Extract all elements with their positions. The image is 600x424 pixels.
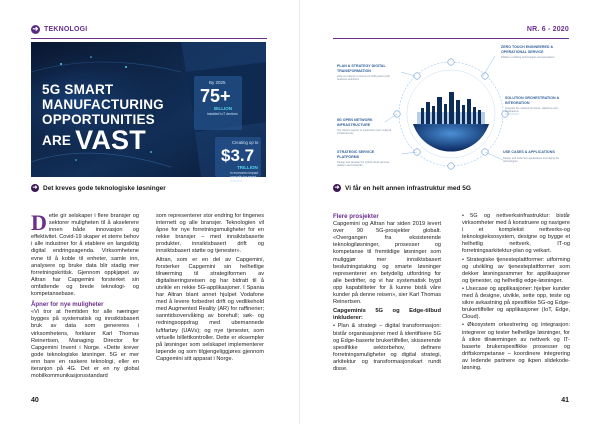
subheading: Flere prosjekter <box>333 213 379 220</box>
bullet-item: • 5G og nettverksinfrastruktur: bistår virksomheter med å konstruere og navigere i et komplekst nettverks-og teknologieksosystem, designe og bygge et helhetlig nettverk, IT-og forretningsarkitektur-plan og veikart. <box>462 213 570 255</box>
hero-headline-4 <box>42 125 146 156</box>
body-paragraph: Altran, som er en del av Capgemini, forsterker Capgemini sin helhetlige tilnærming til strategiformen av digitaliseringsreisen og har bidratt til å utvikle en rekke 5G-applikasjoner. I Spania har Altran blant annet hjulpet Vodafone med å levere forbedret drift og vedlikehold med Augmented Reality (AR) for raffinerier; sanntidsovervåking av borehull; søk- og redningsoppdrag med ubemannede luftfartøy (UAVs); og nye tjenester, som virtuelle billettkontroller. Dette er eksempler på løsninger som selskapet implementerer løpende og som tilgjengeliggjøres gjennom Capgemini sitt apparat i Norge. <box>156 256 264 362</box>
stat2-unit: TRILLION <box>237 165 258 170</box>
hero-image <box>31 42 266 183</box>
diagram-label-orchestration: SOLUTION ORCHESTRATION & INTEGRATION <box>505 96 560 105</box>
arrow-circle-icon: ➜ <box>32 185 38 191</box>
section-label: TEKNOLOGI <box>44 25 88 33</box>
arrow-circle-icon: ➜ <box>32 25 39 33</box>
header-rule <box>333 38 569 39</box>
body-paragraph: «Vi tror at fremtiden for alle næringer bygges på systematisk og innsiktsbasert bruk av data som genereres i virksomhetens, forklarer Karl Thomas Reinertsen, Managing Director for Capgemini Invent i Norge. «Dette krever gode teknologiske løsninger. 5G er mer enn bare en raskere teknologi, eller en iteranjon på 4G. Det er en ny global mobilkommunikasjonsstandard <box>31 309 139 380</box>
article-column-4 <box>462 213 570 373</box>
stat1-unit: BILLION <box>214 106 232 111</box>
image-caption <box>31 184 166 192</box>
hero-headline-3: OPPORTUNITIES <box>42 112 155 127</box>
intro-text: ette gir selskaper i flere bransjer og sektorer muligheten til å akselerere innen både innovasjon og effektivitet. Covid-19 skaper et sterre behov i alle industrier for å etablere en langsiktig digital endringsagenda. Virksomhetene evne til å koble til enheter, samle inn, analysere og bruke data blir stadig mer forretningskritisk. Gjennom oppkjøpet av Altran har Capgemini forsterket sin omfattende og brede teknologi- og kompetansebase. <box>31 213 139 298</box>
drop-cap: D <box>31 210 47 235</box>
diagram-body-zero-touch: Platform enabling technologies and operations <box>501 56 555 59</box>
stat1-desc: installed IoT devices <box>207 112 238 116</box>
infrastructure-diagram <box>333 42 569 182</box>
intro-paragraph <box>31 210 139 298</box>
stat2-pre: Creating up to <box>232 140 259 145</box>
diagram-body-service-platforms: Design and develop the hybrid cloud services platform and networks <box>337 161 390 168</box>
right-page <box>300 0 600 424</box>
page-number: 41 <box>561 397 569 404</box>
stat1-pre: By 2025 <box>209 80 226 85</box>
article-column-3 <box>333 213 441 374</box>
bullet-item: • Plan & strategi – digital transformasjon: bistår organisasjoner med å identifisere 5G og Edge-baserte brukertilfeller, skisserende spesifikke sektorbehov, definere forretningsmuligheter og digital strategi, arkitektur og transformasjonskart rundt disse. <box>333 323 441 372</box>
arrow-circle-icon: ➜ <box>334 185 340 191</box>
stat2-desc-1: in economic impact <box>230 171 259 175</box>
issue-header: NR. 6 - 2020 <box>526 25 569 33</box>
diagram-label-open-network: 5G OPEN NETWORK INFRASTRUCTURE <box>337 118 373 127</box>
article-column-2 <box>156 213 264 364</box>
diagram-body-orchestration: Integrate the network functions, platforms and applications <box>505 107 558 114</box>
page-number: 40 <box>31 397 39 404</box>
bullet-item: • Strategiske tjenesteplattformer: utforming og utvikling av tjenesteplattformer som dekker løsningsrammer for applikasjoner og tjenester, og helhetlig edge-løsninger. <box>462 256 570 284</box>
caption-text: Vi får en helt annen infrastruktur med 5G <box>345 184 471 192</box>
hero-headline-vast: VAST <box>75 125 146 155</box>
diagram-label-use-cases: USE CASES & APPLICATIONS <box>503 150 555 154</box>
diagram-body-use-cases: Design and build new applications leveraging 5G technologies <box>503 157 560 164</box>
stat1-value: 75+ <box>200 86 231 106</box>
hero-headline-are: ARE <box>42 133 72 148</box>
bullet-item: • Økosystem orkestrering og integrasjon: integrerer og tester helhetlige løsninger, for å sikre tilnærmingen av nettverk og IT-baserte brukerspesifikke prosesser og driftskompetanse – koordinere integrering av ledende partnere og ikpen slidekode-løsning. <box>462 322 570 371</box>
diagram-label-plan-strategy: PLAN & STRATEGY DIGITAL TRANSFORMATION <box>337 64 386 73</box>
stat2-desc <box>230 171 266 183</box>
subheading: Åpner for nye muligheter <box>31 301 104 309</box>
stat2-desc-2: annually for smart factories <box>230 175 257 183</box>
hero-headline-2: MANUFACTURING <box>42 97 164 112</box>
diagram-label-service-platforms: STRATEGIC SERVICE PLATFORMS <box>337 150 375 159</box>
article-column-1 <box>31 210 139 381</box>
image-caption <box>333 184 471 192</box>
section-header <box>31 23 87 35</box>
diagram-body-open-network: Our client's support to implement open network infrastructures <box>337 129 392 136</box>
list-heading: Capgeminis 5G og Edge-tilbud inkluderer: <box>333 308 441 322</box>
caption-text: Det kreves gode teknologiske løsninger <box>43 184 166 192</box>
body-paragraph: Capgemini og Altran har siden 2019 levert over 90 5G-prosjekter globalt. «Overgangen fra eksisterende teknologiløsninger, prosesser og kompetanse til fremtidige løsninger som muliggjør mer innsiktsbasert beslutningstaking og smarte løsninger representerer en betydelig utfordring for alle bedrifter, og vi har systematisk bygd opp kapabiliteter for å kunne bistå våre kunder på denne reisen», sier Karl Thomas Reinertsen. <box>333 221 441 306</box>
bullet-item: • Usecase og applikasjoner: hjelper kunder med å designe, utvikle, sette opp, teste og sikre avkastning på spesifikke 5G-og Edge-brukertilfeller og applikasjoner (IoT, Edge, Cloud). <box>462 285 570 321</box>
hero-headline-1: 5G SMART <box>42 82 114 97</box>
diagram-body-plan-strategy: Help our clients to connect to shift perfect with business ambitions <box>337 75 390 82</box>
stat2-value: $3.7 <box>221 146 255 165</box>
header-rule <box>31 38 267 39</box>
body-paragraph: som representerer stor endring for tingenes internett og alle bransjer. Teknologien vil åpne for nye forretningsmuligheter for en rekke bransjer – med innsiktsbaserte produkter, innsiktsbasert drift og innsiktsbasert støtte og tjenester». <box>156 213 264 255</box>
diagram-label-zero-touch: ZERO TOUCH ENGINEERED & OPERATIONAL SERVICE <box>501 45 554 54</box>
